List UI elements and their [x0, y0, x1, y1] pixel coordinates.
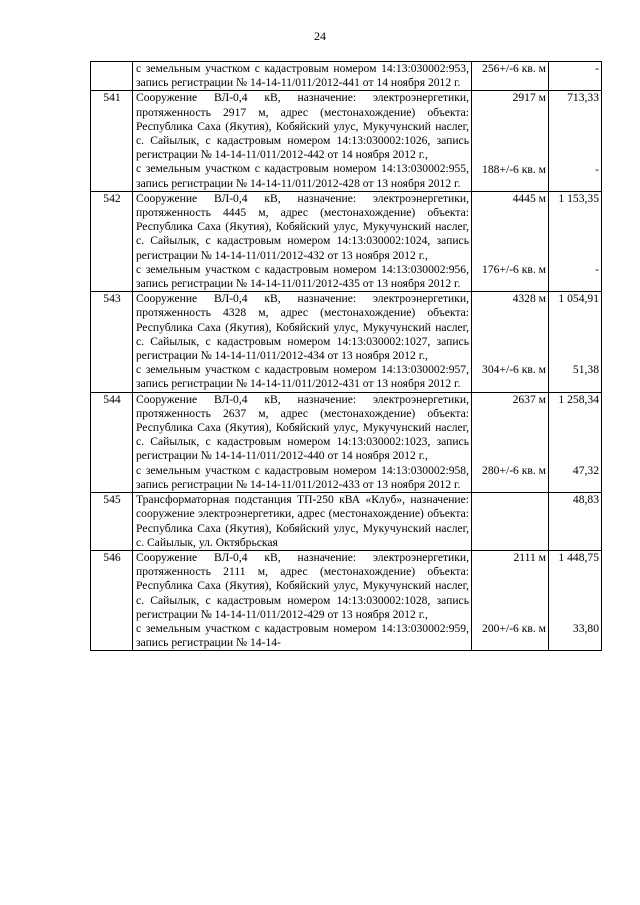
size-value: 176+/-6 кв. м — [482, 263, 546, 277]
table-row — [91, 550, 602, 650]
size-cell — [472, 493, 549, 551]
table-row — [91, 392, 602, 492]
size-value: 2917 м — [512, 91, 546, 105]
cost-value: 48,83 — [572, 493, 599, 507]
description-text: с земельным участком с кадастровым номером 14:13:030002:958, запись регистрации № 14-14-11/011/2012-433 от 13 ноября 2012 г. — [136, 463, 469, 491]
size-cell — [472, 191, 549, 291]
size-value: 188+/-6 кв. м — [482, 162, 546, 176]
size-value: 280+/-6 кв. м — [482, 463, 546, 477]
cost-value: - — [595, 62, 599, 75]
cost-cell — [549, 91, 602, 191]
size-value: 4445 м — [512, 191, 546, 205]
description-text: с земельным участком с кадастровым номером 14:13:030002:953, запись регистрации № 14-14-11/011/2012-441 от 14 ноября 2012 г. — [136, 62, 469, 90]
description-cell — [133, 493, 472, 551]
description-cell — [133, 62, 472, 91]
description-text: Сооружение ВЛ-0,4 кВ, назначение: электроэнергетики, протяженность 2111 м, адрес (местонахождение) объекта: Республика Саха (Якутия), Кобяйский улус, Мукучунский наслег, с. Сайылык, с кадастровым номером 14:13:030002:1028, запись регистрации № 14-14-11/011/2012-429 от 13 ноября 2012 г., — [136, 550, 469, 621]
item-number: 542 — [91, 191, 133, 291]
cost-value: 1 258,34 — [558, 392, 599, 406]
table-row — [91, 493, 602, 551]
table-row — [91, 91, 602, 191]
description-text: Трансформаторная подстанция ТП-250 кВА «Клуб», назначение: сооружение электроэнергетики, адрес (местонахождение) объекта: Республика Саха (Якутия), Кобяйский улус, Мукучунский наслег, с. Сайылык, ул. Октябрьская — [136, 493, 469, 549]
table-row — [91, 62, 602, 91]
table-row — [91, 191, 602, 291]
cost-value: - — [595, 162, 599, 176]
description-cell — [133, 292, 472, 392]
cost-value: 51,38 — [572, 363, 599, 377]
table-body — [91, 62, 602, 651]
cost-value: - — [595, 263, 599, 277]
description-text: с земельным участком с кадастровым номером 14:13:030002:957, запись регистрации № 14-14-11/011/2012-431 от 13 ноября 2012 г. — [136, 363, 469, 391]
size-cell — [472, 91, 549, 191]
size-cell — [472, 62, 549, 91]
description-text: с земельным участком с кадастровым номером 14:13:030002:959, запись регистрации № 14-14- — [136, 621, 469, 650]
size-value: 304+/-6 кв. м — [482, 363, 546, 377]
description-text: Сооружение ВЛ-0,4 кВ, назначение: электроэнергетики, протяженность 2917 м, адрес (местонахождение) объекта: Республика Саха (Якутия), Кобяйский улус, Мукучунский наслег, с. Сайылык, с кадастровым номером 14:13:030002:1026, запись регистрации № 14-14-11/011/2012-442 от 14 ноября 2012 г., — [136, 91, 469, 162]
property-table — [90, 61, 602, 651]
item-number: 543 — [91, 292, 133, 392]
cost-value: 713,33 — [567, 91, 599, 105]
item-number: 544 — [91, 392, 133, 492]
item-number — [91, 62, 133, 91]
cost-value: 1 448,75 — [558, 550, 599, 564]
page-number: 24 — [314, 29, 326, 43]
cost-cell — [549, 550, 602, 650]
size-value: 200+/-6 кв. м — [482, 622, 546, 636]
cost-cell — [549, 392, 602, 492]
description-text: с земельным участком с кадастровым номером 14:13:030002:955, запись регистрации № 14-14-11/011/2012-428 от 13 ноября 2012 г. — [136, 162, 469, 190]
item-number: 545 — [91, 493, 133, 551]
cost-value: 1 054,91 — [558, 292, 599, 306]
description-text: Сооружение ВЛ-0,4 кВ, назначение: электроэнергетики, протяженность 4445 м, адрес (местонахождение) объекта: Республика Саха (Якутия), Кобяйский улус, Мукучунский наслег, с. Сайылык, с кадастровым номером 14:13:030002:1024, запись регистрации № 14-14-11/011/2012-432 от 13 ноября 2012 г., — [136, 191, 469, 262]
description-cell — [133, 550, 472, 650]
cost-cell — [549, 292, 602, 392]
item-number: 546 — [91, 550, 133, 650]
description-text: Сооружение ВЛ-0,4 кВ, назначение: электроэнергетики, протяженность 4328 м, адрес (местонахождение) объекта: Республика Саха (Якутия), Кобяйский улус, Мукучунский наслег, с. Сайылык, с кадастровым номером 14:13:030002:1027, запись регистрации № 14-14-11/011/2012-434 от 13 ноября 2012 г., — [136, 292, 469, 363]
description-text: с земельным участком с кадастровым номером 14:13:030002:956, запись регистрации № 14-14-11/011/2012-435 от 13 ноября 2012 г. — [136, 262, 469, 291]
description-text: Сооружение ВЛ-0,4 кВ, назначение: электроэнергетики, протяженность 2637 м, адрес (местонахождение) объекта: Республика Саха (Якутия), Кобяйский улус, Мукучунский наслег, с. Сайылык, с кадастровым номером 14:13:030002:1023, запись регистрации № 14-14-11/011/2012-440 от 14 ноября 2012 г., — [136, 392, 469, 463]
description-cell — [133, 392, 472, 492]
size-value: 2111 м — [513, 550, 546, 564]
size-value: 4328 м — [512, 292, 546, 306]
size-cell — [472, 392, 549, 492]
cost-cell — [549, 493, 602, 551]
cost-value: 33,80 — [572, 622, 599, 636]
description-cell — [133, 91, 472, 191]
size-value: 2637 м — [512, 392, 546, 406]
size-cell — [472, 550, 549, 650]
size-cell — [472, 292, 549, 392]
table-row — [91, 292, 602, 392]
cost-value: 47,32 — [572, 463, 599, 477]
cost-cell — [549, 62, 602, 91]
item-number: 541 — [91, 91, 133, 191]
size-value: 256+/-6 кв. м — [482, 62, 546, 75]
description-cell — [133, 191, 472, 291]
cost-value: 1 153,35 — [558, 191, 599, 205]
cost-cell — [549, 191, 602, 291]
